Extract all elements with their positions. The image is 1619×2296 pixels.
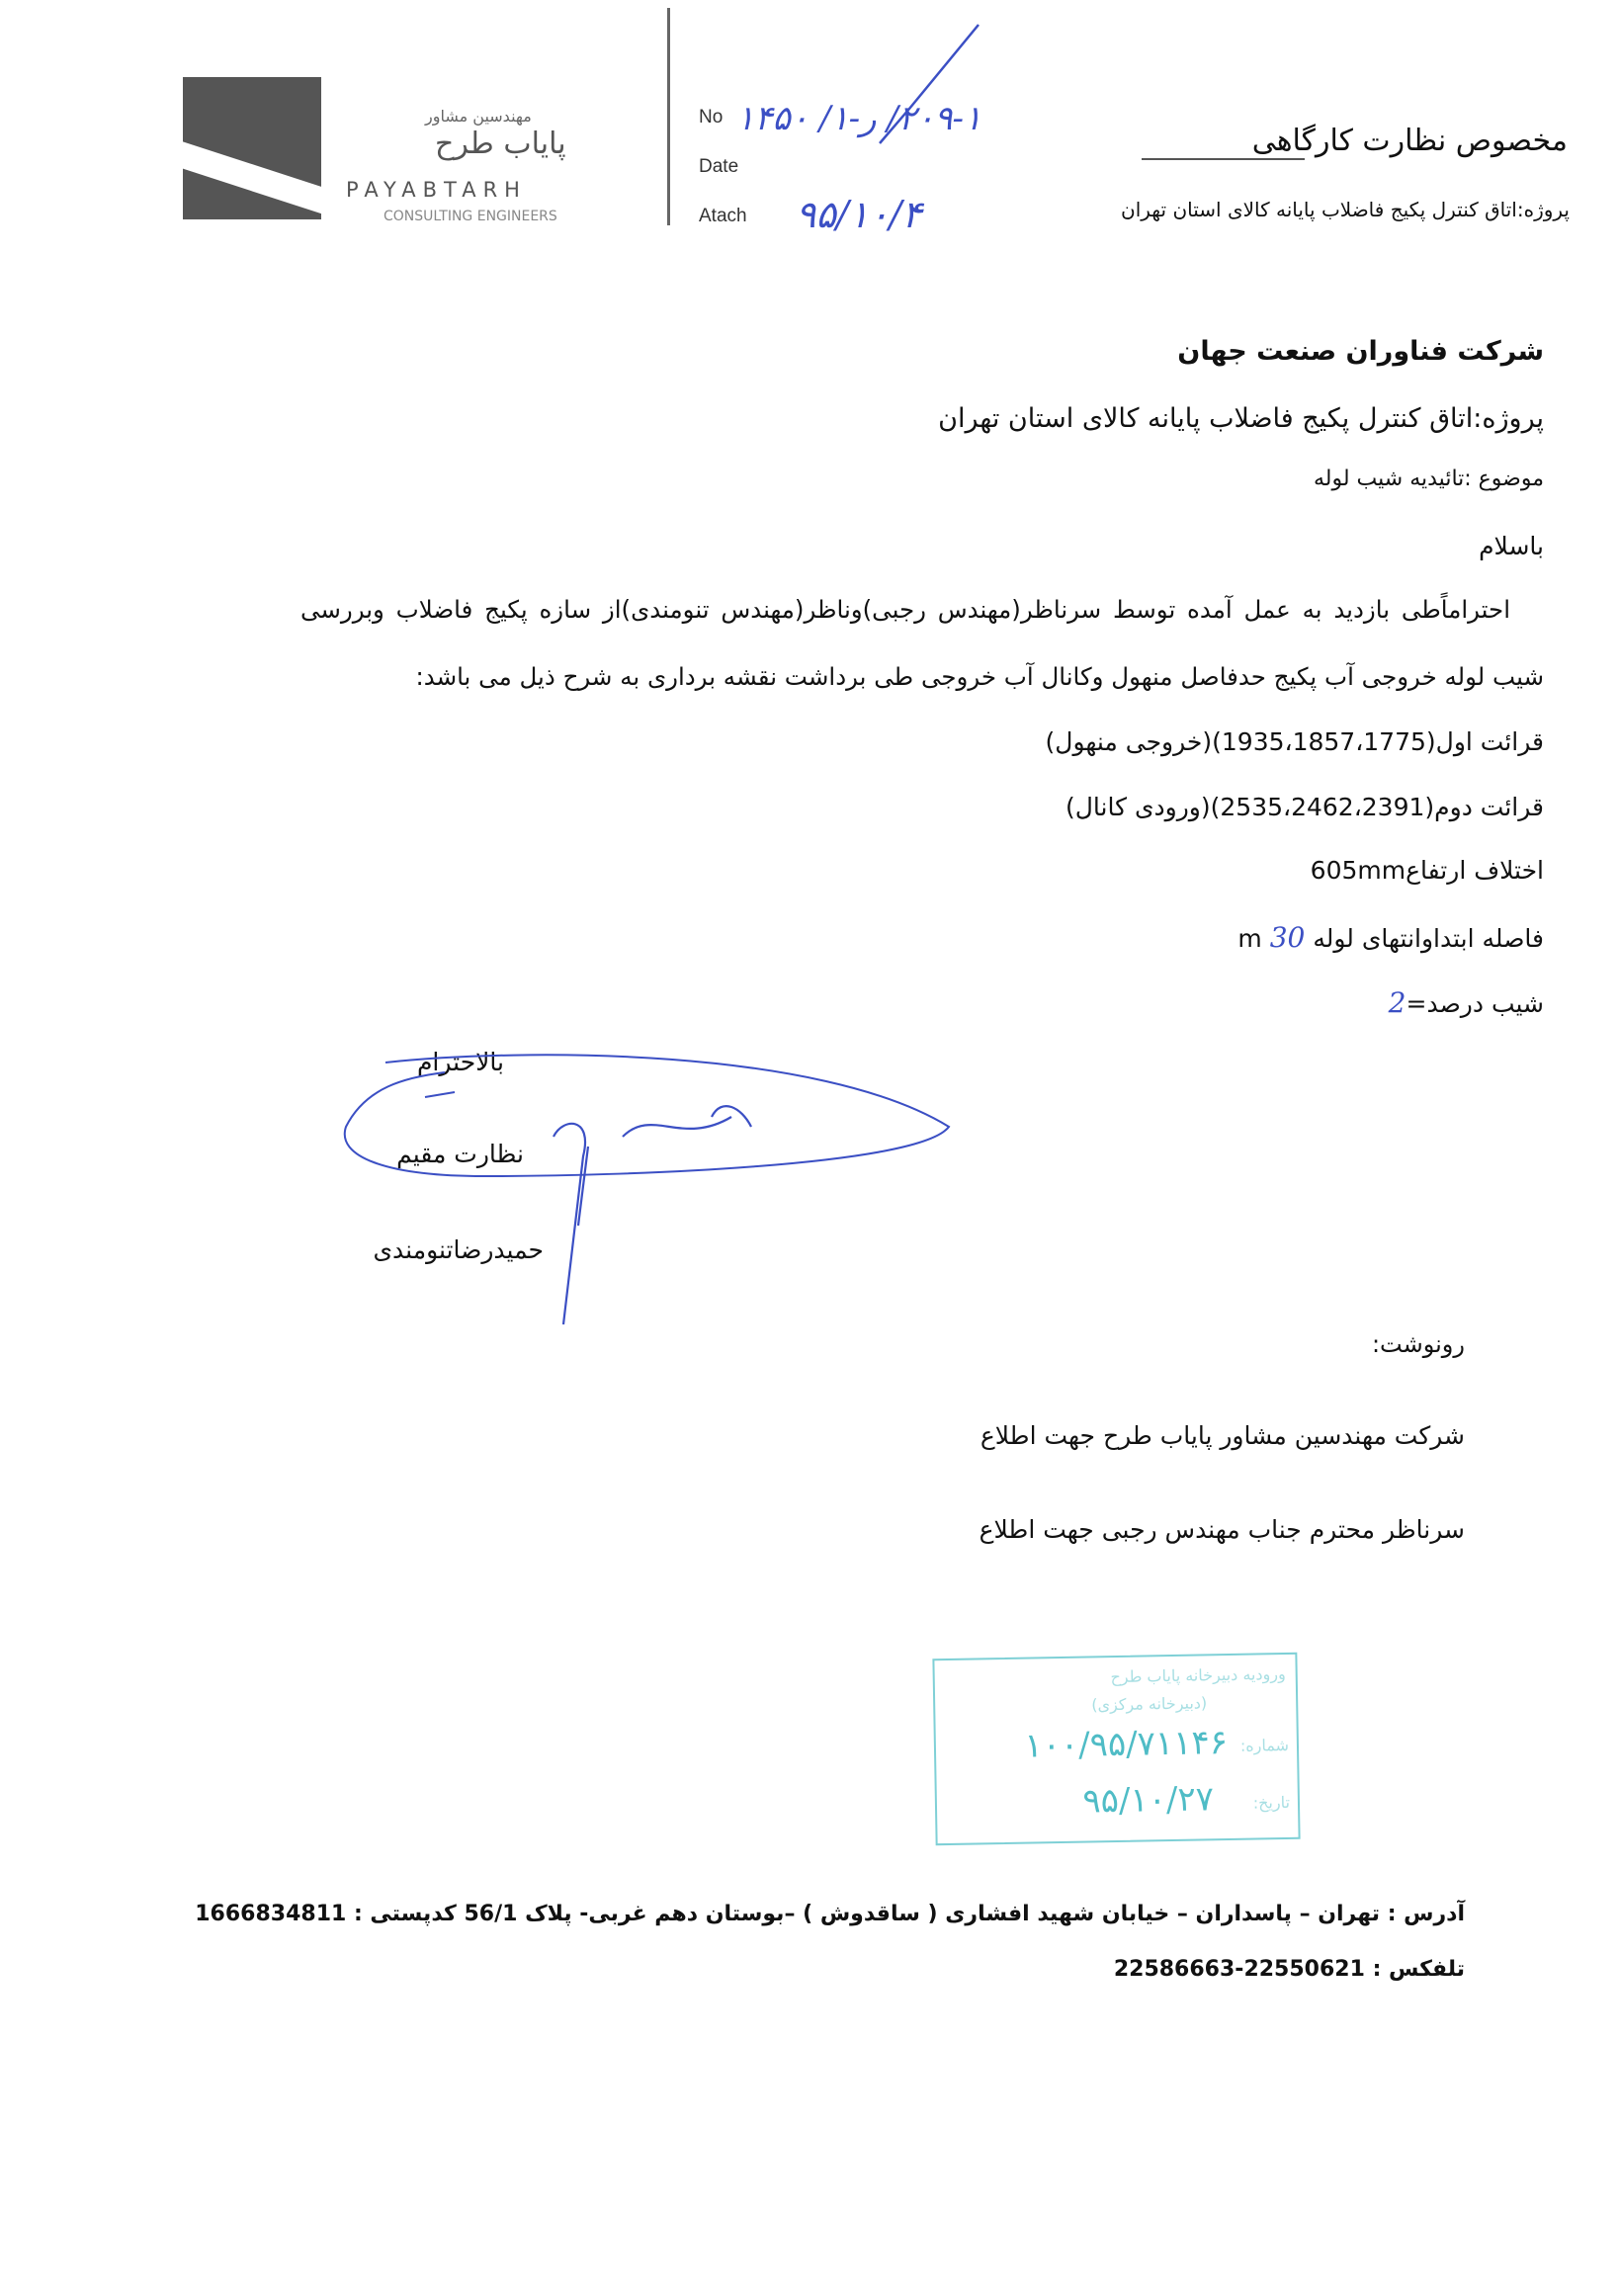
- stamp-title: ورودیه دبیرخانه پایاب طرح: [1110, 1664, 1286, 1687]
- closing: بالاحترام: [416, 1048, 504, 1076]
- footer-address: آدرس : تهران – پاسداران – خیابان شهید افشاری ( ساقدوش ) –بوستان دهم غربی- پلاک 56/1 کدپستی : 1666834811: [195, 1902, 1465, 1926]
- handwritten-slash: [870, 20, 998, 148]
- letter-number: ۲۰۹-۱/ ر-۱/ ۱۴۵۰: [736, 99, 982, 138]
- greeting: باسلام: [1479, 532, 1544, 560]
- logo-fa-name: پایاب طرح: [435, 127, 566, 161]
- stamp-date: ۹۵/۱۰/۲۷: [1082, 1779, 1215, 1822]
- stamp-number-label: شماره:: [1239, 1735, 1290, 1755]
- header-project: پروژه:اتاق کنترل پکیج فاضلاب پایانه کالای استان تهران: [1121, 198, 1570, 221]
- distance-label: فاصله ابتداوانتهای لوله m: [1237, 924, 1544, 953]
- slope-percent: [1389, 986, 1544, 1019]
- atach-label: Atach: [699, 206, 747, 226]
- logo-fa-subtitle: مهندسین مشاور: [425, 107, 532, 126]
- distance-value: 30: [1269, 921, 1306, 954]
- header-underline: [1142, 158, 1305, 160]
- reading-1: قرائت اول(1935،1857،1775)(خروجی منهول): [1045, 727, 1544, 756]
- slope-value: 2: [1388, 986, 1406, 1019]
- stamp-date-label: تاریخ:: [1252, 1792, 1291, 1813]
- recipient: شرکت فناوران صنعت جهان: [1177, 336, 1544, 367]
- cc-label: رونوشت:: [1371, 1330, 1465, 1358]
- pipe-distance: [1237, 921, 1544, 954]
- cc-item: سرناظر محترم جناب مهندس رجبی جهت اطلاع: [979, 1515, 1465, 1544]
- project-line: پروژه:اتاق کنترل پکیج فاضلاب پایانه کالای استان تهران: [938, 403, 1544, 434]
- handwritten-signature: [326, 1028, 969, 1344]
- no-label: No: [699, 107, 724, 128]
- header-title: مخصوص نظارت کارگاهی: [1251, 124, 1568, 158]
- footer-telfax: تلفکس : 22550621-22586663: [1113, 1957, 1465, 1982]
- height-difference: اختلاف ارتفاع605mm: [1310, 856, 1544, 885]
- paragraph-line-2: شیب لوله خروجی آب پکیج حدفاصل منهول وکانال آب خروجی طی برداشت نقشه برداری به شرح ذیل می باشد:: [415, 662, 1544, 691]
- date-label: Date: [699, 156, 739, 177]
- registration-stamp: [932, 1653, 1300, 1845]
- signer-name: حمیدرضاتنومندی: [373, 1235, 544, 1264]
- company-logo: [183, 77, 321, 219]
- stamp-number: ۱۰۰/۹۵/۷۱۱۴۶: [1024, 1723, 1229, 1766]
- cc-item: شرکت مهندسین مشاور پایاب طرح جهت اطلاع: [980, 1421, 1465, 1450]
- logo-en-name: PAYABTARH: [346, 178, 527, 202]
- subject-line: موضوع :تائیدیه شیب لوله: [1313, 467, 1544, 491]
- signer-role: نظارت مقیم: [396, 1140, 524, 1168]
- header-divider: [667, 8, 670, 225]
- slope-label: شیب درصد=: [1406, 989, 1544, 1018]
- stamp-subtitle: (دبیرخانه مرکزی): [1091, 1693, 1208, 1715]
- logo-en-subtitle: CONSULTING ENGINEERS: [383, 209, 557, 224]
- attachment-value: ۹۵/۱۰/۴: [796, 193, 922, 236]
- reading-2: قرائت دوم(2535،2462،2391)(ورودی کانال): [1065, 793, 1544, 821]
- paragraph-line-1: احتراماًطی بازدید به عمل آمده توسط سرناظر(مهندس رجبی)وناظر(مهندس تنومندی)از سازه پکیج فاضلاب وبررسی: [299, 595, 1510, 624]
